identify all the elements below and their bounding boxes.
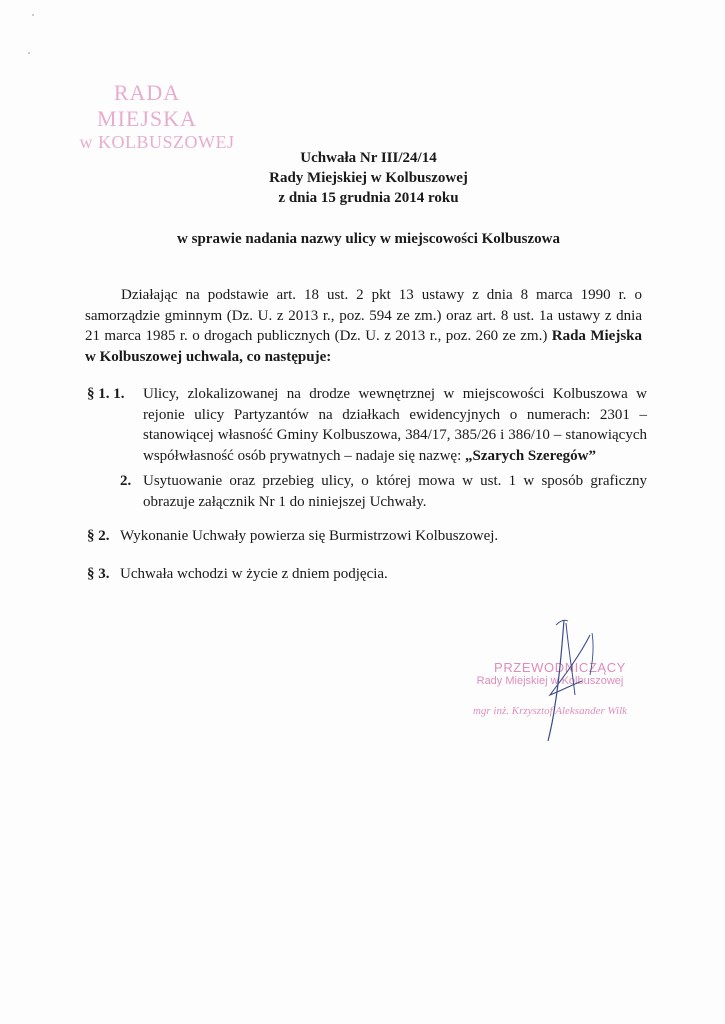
resolution-formula: Rada Miejska w Kolbuszowej uchwala, co następuje: — [85, 328, 642, 365]
council-stamp-line1: RADA MIEJSKA — [97, 80, 197, 131]
legal-basis-text: Działając na podstawie art. 18 ust. 2 pkt 13 ustawy z dnia 8 marca 1990 r. o samorządzie gminnym (Dz. U. z 2013 r., poz. 594 ze zm.) oraz art. 8 ust. 1a ustawy z dnia 21 marca 1985 r. o drogach publicznych (Dz. U. z 2013 r., poz. 260 ze zm.) — [85, 287, 642, 344]
section-3 — [87, 564, 647, 586]
section-text — [143, 384, 647, 466]
resolution-issuer: Rady Miejskiej w Kolbuszowej — [269, 170, 468, 186]
section-number: § 1. 1. — [87, 386, 125, 402]
section-number: § 3. — [87, 566, 110, 582]
section-text: Uchwała wchodzi w życie z dniem podjęcia. — [120, 566, 388, 582]
resolution-subject: w sprawie nadania nazwy ulicy w miejscowości Kolbuszowa — [177, 231, 560, 247]
section-2 — [87, 526, 647, 548]
section-text: Wykonanie Uchwały powierza się Burmistrzowi Kolbuszowej. — [120, 528, 499, 544]
handwritten-signature — [520, 615, 610, 745]
section-1-paragraph-2 — [87, 471, 647, 516]
section-text: Usytuowanie oraz przebieg ulicy, o której mowa w ust. 1 w sposób graficzny obrazuje załącznik Nr 1 do niniejszej Uchwały. — [143, 473, 647, 510]
section-number: § 2. — [87, 528, 110, 544]
scan-artifact — [32, 14, 34, 16]
resolution-date: z dnia 15 grudnia 2014 roku — [278, 190, 459, 206]
resolution-header — [0, 148, 725, 208]
resolution-title: Uchwała Nr III/24/14 — [300, 150, 437, 166]
chairman-stamp-body: Rady Miejskiej w Kolbuszowej — [476, 675, 624, 687]
scan-artifact — [28, 52, 30, 54]
chairman-stamp-title: PRZEWODNICZĄCY — [494, 660, 626, 675]
council-stamp-line2: w KOLBUSZOWEJ — [79, 132, 235, 152]
street-name: „Szarych Szeregów” — [465, 447, 596, 464]
council-stamp — [62, 80, 262, 153]
legal-basis-paragraph — [85, 285, 642, 367]
section-number: 2. — [120, 473, 132, 489]
section-body: Ulicy, zlokalizowanej na drodze wewnętrznej w miejscowości Kolbuszowa w rejonie ulicy Partyzantów na działkach ewidencyjnych o numerach: 2301 – stanowiącej własność Gminy Kolbuszowa, 384/17, 385/26 i 386/10 – stanowiących współwłasność osób prywatnych – nadaje się nazwę: — [143, 386, 647, 464]
section-1-paragraph-1 — [87, 384, 647, 474]
chairman-stamp-name: mgr inż. Krzysztof Aleksander Wilk — [472, 705, 628, 717]
